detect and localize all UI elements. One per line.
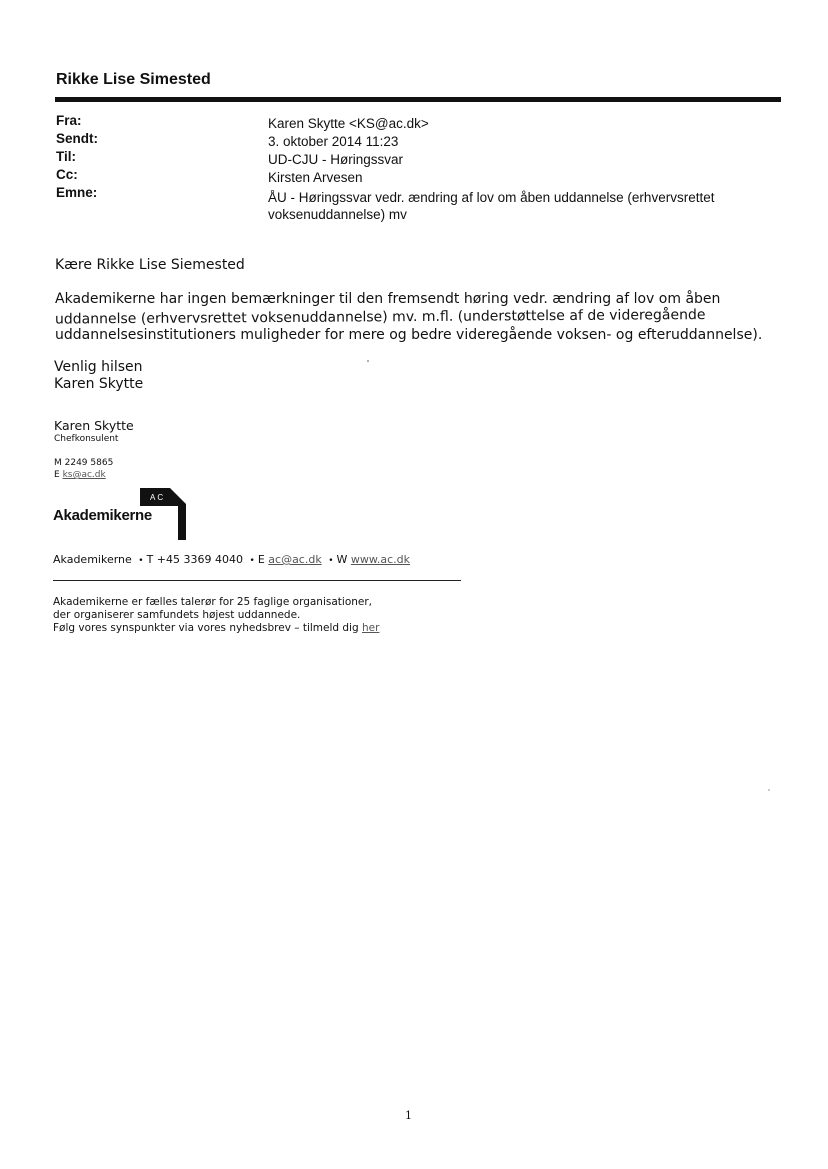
footer-org: Akademikerne xyxy=(53,553,132,566)
footer-phone: T +45 3369 4040 xyxy=(146,553,244,566)
subject-value: ÅU - Høringssvar vedr. ændring af lov om åben uddannelse (erhvervsrettet voksenuddannelse) mv xyxy=(268,190,715,222)
message-line: Akademikerne har ingen bemærkninger til den fremsendt høring vedr. ændring af lov om åben xyxy=(55,291,721,307)
footer-divider xyxy=(53,580,461,581)
newsletter-signup-link[interactable]: her xyxy=(361,622,380,634)
closing-phrase: Venlig hilsen xyxy=(54,359,143,375)
footer-tagline xyxy=(53,596,379,635)
tagline-line: der organiserer samfundets højest uddannede. xyxy=(53,609,301,621)
scan-speck xyxy=(768,789,770,791)
email-prefix: E xyxy=(54,470,63,480)
ac-logo-letters: AC xyxy=(150,493,166,502)
print-header-name: Rikke Lise Simested xyxy=(56,71,211,88)
from-label: Fra: xyxy=(56,113,82,128)
bullet-separator: • xyxy=(328,556,334,566)
to-value: UD-CJU - Høringssvar xyxy=(268,152,403,167)
signature-mobile: M 2249 5865 xyxy=(54,458,114,468)
akademikerne-logo-text: Akademikerne xyxy=(53,507,152,524)
header-divider xyxy=(55,97,781,102)
signature-name: Karen Skytte xyxy=(54,418,134,433)
bullet-separator: • xyxy=(249,556,255,566)
cc-label: Cc: xyxy=(56,167,78,182)
signature-title: Chefkonsulent xyxy=(54,434,119,444)
message-line: uddannelse (erhvervsrettet voksenuddannelse) mv. m.fl. (understøttelse af de videregående xyxy=(54,307,706,328)
tagline-text: Følg vores synspunkter via vores nyhedsbrev – tilmeld dig xyxy=(53,622,362,634)
message-line: uddannelsesinstitutioners muligheder for mere og bedre videregående voksen- og efteruddannelse). xyxy=(55,327,763,343)
to-label: Til: xyxy=(56,149,76,164)
footer-email-link[interactable]: ac@ac.dk xyxy=(268,553,322,566)
bullet-separator: • xyxy=(138,556,144,566)
footer-web-link[interactable]: www.ac.dk xyxy=(350,553,411,566)
footer-contact-line xyxy=(53,553,410,566)
footer-email-prefix: E xyxy=(257,553,269,566)
ac-logo-icon xyxy=(140,488,186,540)
tagline-line xyxy=(53,622,379,635)
signature-email xyxy=(54,469,113,481)
subject-label: Emne: xyxy=(56,185,98,200)
greeting: Kære Rikke Lise Siemested xyxy=(55,257,245,273)
sent-value: 3. oktober 2014 11:23 xyxy=(268,134,399,149)
footer-web-prefix: W xyxy=(336,553,351,566)
from-value: Karen Skytte <KS@ac.dk> xyxy=(268,116,429,131)
scan-speck xyxy=(367,360,369,362)
message-paragraph xyxy=(55,290,785,344)
closing-name: Karen Skytte xyxy=(54,376,144,392)
signature-contact xyxy=(54,457,113,481)
sent-label: Sendt: xyxy=(56,131,98,146)
tagline-line: Akademikerne er fælles talerør for 25 faglige organisationer, xyxy=(53,596,373,608)
cc-value: Kirsten Arvesen xyxy=(268,170,363,185)
closing xyxy=(54,359,143,393)
page-number: 1 xyxy=(405,1109,412,1122)
signature-email-link[interactable]: ks@ac.dk xyxy=(62,470,106,480)
